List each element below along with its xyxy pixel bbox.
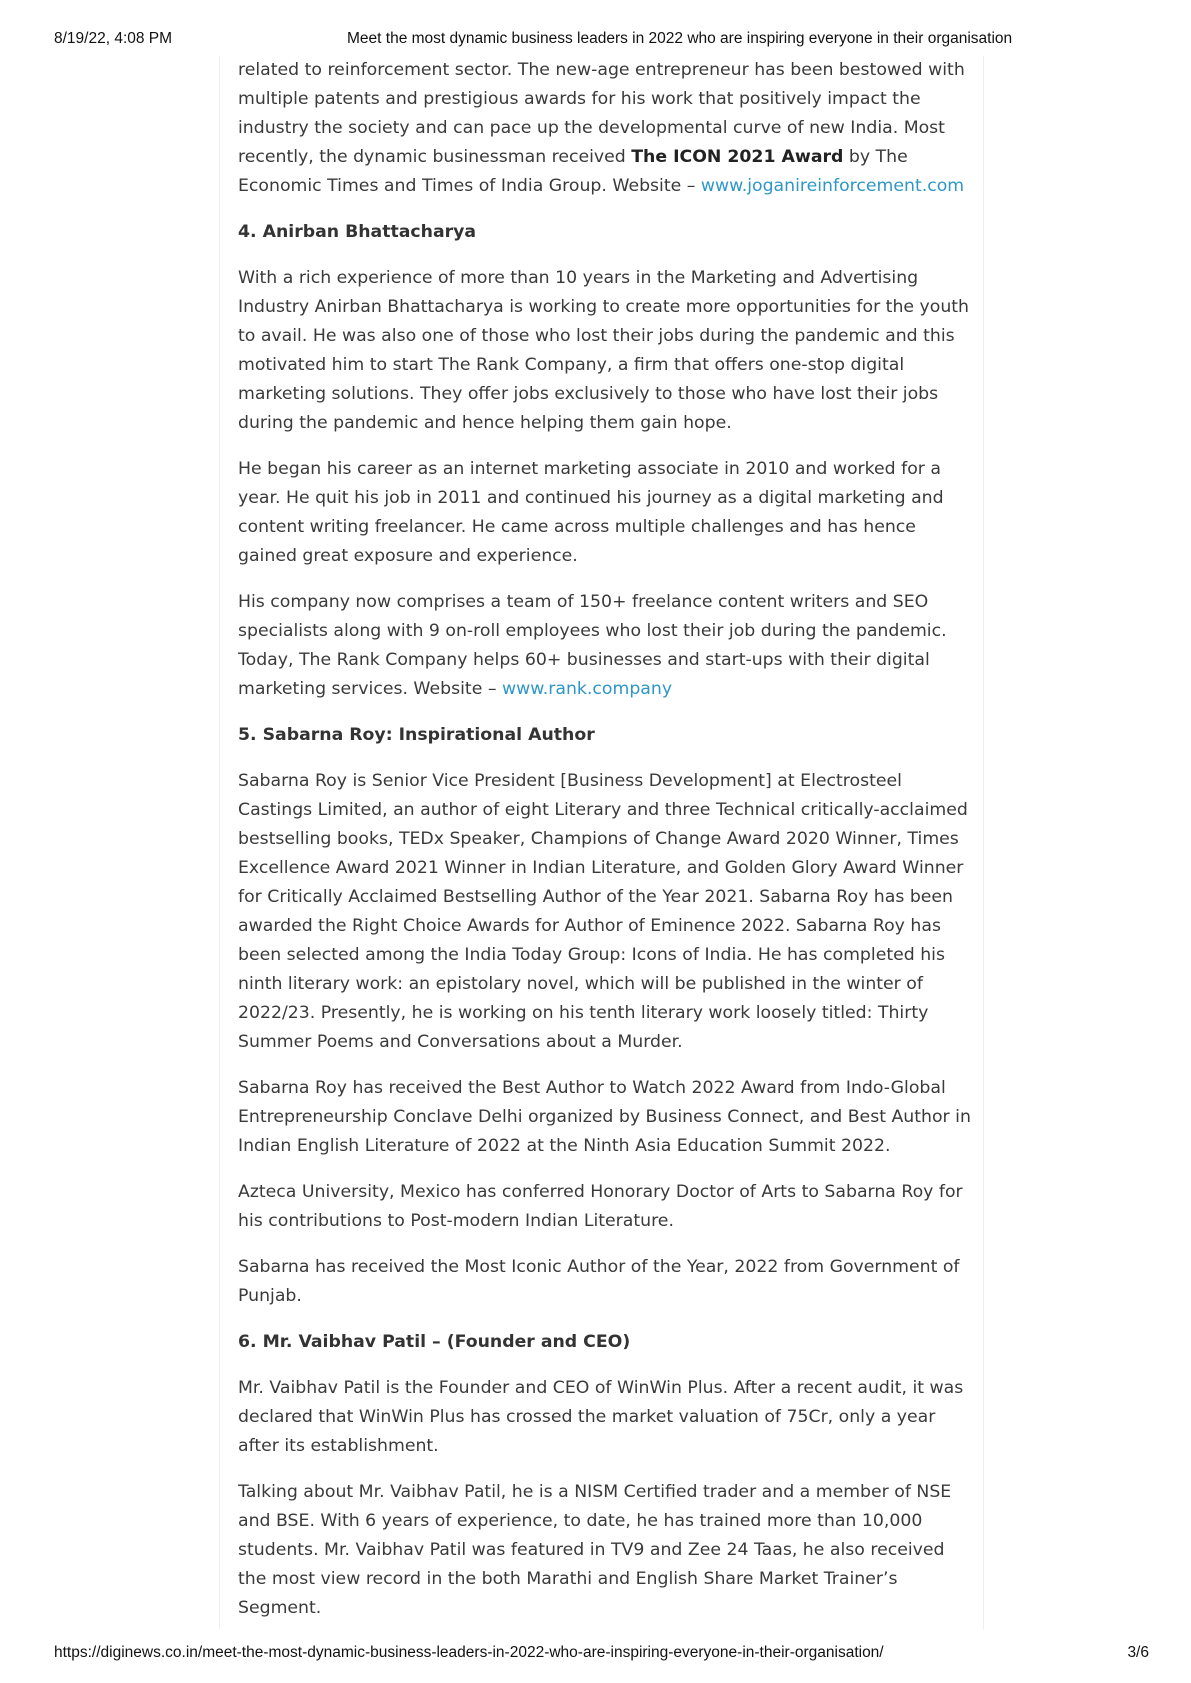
- article-body: [238, 56, 973, 1640]
- print-url: https://diginews.co.in/meet-the-most-dynamic-business-leaders-in-2022-who-are-inspiring-everyone-in-their-organisation/: [54, 1644, 884, 1661]
- vaibhav-paragraph-1: Mr. Vaibhav Patil is the Founder and CEO of WinWin Plus. After a recent audit, it was declared that WinWin Plus has crossed the market valuation of 75Cr, only a year after its establishment.: [238, 1378, 964, 1456]
- print-footer: [0, 1644, 1191, 1674]
- sabarna-paragraph-3: Azteca University, Mexico has conferred Honorary Doctor of Arts to Sabarna Roy for his contributions to Post-modern Indian Literature.: [238, 1182, 963, 1231]
- print-header: [0, 0, 1191, 56]
- section-heading-vaibhav: 6. Mr. Vaibhav Patil – (Founder and CEO): [238, 1332, 631, 1352]
- print-page-title: Meet the most dynamic business leaders in 2022 who are inspiring everyone in their organisation: [347, 30, 1013, 47]
- intro-text-after: by The Economic Times and Times of India Group. Website –: [238, 147, 908, 196]
- anirban-paragraph-1: With a rich experience of more than 10 years in the Marketing and Advertising Industry Anirban Bhattacharya is working to create more opportunities for the youth to avail. He was also one of those who lost their jobs during the pandemic and this motivated him to start The Rank Company, a firm that offers one-stop digital marketing solutions. They offer jobs exclusively to those who have lost their jobs during the pandemic and hence helping them gain hope.: [238, 268, 970, 433]
- section-heading-anirban: 4. Anirban Bhattacharya: [238, 222, 477, 242]
- vaibhav-paragraph-2: Talking about Mr. Vaibhav Patil, he is a NISM Certified trader and a member of NSE and BSE. With 6 years of experience, to date, he has trained more than 10,000 students. Mr. Vaibhav Patil was featured in TV9 and Zee 24 Taas, he also received the most view record in the both Marathi and English Share Market Trainer’s Segment.: [238, 1482, 952, 1618]
- section-heading-sabarna: 5. Sabarna Roy: Inspirational Author: [238, 725, 595, 745]
- anirban-paragraph-3: [238, 588, 973, 704]
- rank-company-website-link[interactable]: www.rank.company: [501, 679, 673, 699]
- content-column: [219, 56, 984, 1629]
- print-date: 8/19/22, 4:08 PM: [54, 30, 173, 47]
- anirban-paragraph-3-text: His company now comprises a team of 150+ freelance content writers and SEO specialists along with 9 on-roll employees who lost their job during the pandemic. Today, The Rank Company helps 60+ businesses and start-ups with their digital marketing services. Website –: [238, 592, 947, 699]
- sabarna-paragraph-2: Sabarna Roy has received the Best Author to Watch 2022 Award from Indo-Global Entrepreneurship Conclave Delhi organized by Business Connect, and Best Author in Indian English Literature of 2022 at the Ninth Asia Education Summit 2022.: [238, 1078, 971, 1156]
- jogani-website-link[interactable]: www.joganireinforcement.com: [700, 176, 965, 196]
- anirban-paragraph-2: He began his career as an internet marketing associate in 2010 and worked for a year. He quit his job in 2011 and continued his journey as a digital marketing and content writing freelancer. He came across multiple challenges and has hence gained great exposure and experience.: [238, 459, 944, 566]
- sabarna-paragraph-4: Sabarna has received the Most Iconic Author of the Year, 2022 from Government of Punjab.: [238, 1257, 960, 1306]
- page-number: 3/6: [1127, 1644, 1149, 1661]
- icon-award-bold: The ICON 2021 Award: [631, 147, 844, 167]
- intro-paragraph: [238, 56, 973, 201]
- sabarna-paragraph-1: Sabarna Roy is Senior Vice President [Business Development] at Electrosteel Castings Limited, an author of eight Literary and three Technical critically-acclaimed bestselling books, TEDx Speaker, Champions of Change Award 2020 Winner, Times Excellence Award 2021 Winner in Indian Literature, and Golden Glory Award Winner for Critically Acclaimed Bestselling Author of the Year 2021. Sabarna Roy has been awarded the Right Choice Awards for Author of Eminence 2022. Sabarna Roy has been selected among the India Today Group: Icons of India. He has completed his ninth literary work: an epistolary novel, which will be published in the winter of 2022/23. Presently, he is working on his tenth literary work loosely titled: Thirty Summer Poems and Conversations about a Murder.: [238, 771, 968, 1052]
- intro-text: related to reinforcement sector. The new-age entrepreneur has been bestowed with multiple patents and prestigious awards for his work that positively impact the industry the society and can pace up the developmental curve of new India. Most recently, the dynamic businessman received: [238, 60, 965, 167]
